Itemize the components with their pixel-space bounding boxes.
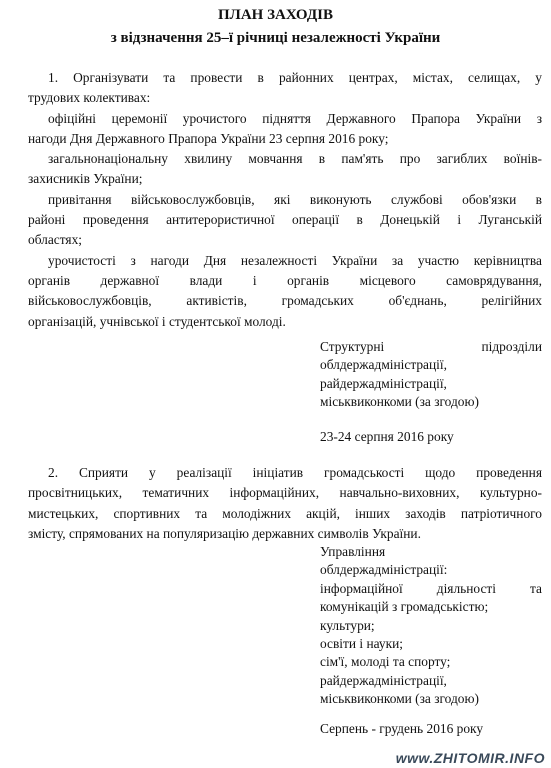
responsible-line: Управління — [320, 544, 386, 559]
item-1-line: трудових колективах: — [28, 90, 151, 106]
item-1-line: організацій, учнівської і студентської молоді. — [28, 313, 286, 329]
item-2-responsible — [320, 543, 542, 709]
responsible-line: освіти і науки; — [320, 636, 403, 652]
item-1-deadline: 23-24 серпня 2016 року — [320, 429, 454, 444]
document-title: ПЛАН ЗАХОДІВ — [218, 7, 333, 23]
responsible-line: облдержадміністрації, — [320, 357, 447, 373]
item-1-line: захисників України; — [28, 171, 143, 187]
responsible-line: комунікацій з громадськістю; — [320, 599, 489, 615]
item-2-deadline: Серпень - грудень 2016 року — [320, 721, 484, 736]
document-subtitle: з відзначення 25–ї річниці незалежності України — [110, 30, 441, 46]
responsible-line: сім'ї, молоді та спорту; — [320, 654, 451, 670]
item-1-line: нагоди Дня Державного Прапора України 23 серпня 2016 року; — [28, 130, 389, 146]
site-watermark: www.ZHITOMIR.INFO — [395, 750, 545, 766]
item-1-line: районі проведення антитерористичної операції в Донецькій і Луганській — [28, 212, 542, 228]
responsible-line: культури; — [320, 617, 375, 633]
responsible-line: Структурні підрозділи — [320, 339, 542, 354]
responsible-line: міськвиконкоми (за згодою) — [320, 394, 479, 410]
responsible-line: райдержадміністрації, — [320, 375, 447, 391]
item-1-line: військовослужбовців, активістів, громадських об'єднань, релігійних — [28, 293, 542, 309]
item-1-line: привітання військовослужбовців, які виконують службові обов'язки в — [48, 191, 542, 207]
responsible-line: облдержадміністрації: — [320, 562, 448, 578]
item-2-text — [28, 463, 542, 544]
item-1-line: офіційні церемонії урочистого підняття Державного Прапора України з — [48, 110, 542, 126]
item-2-line: 2. Сприяти у реалізації ініціатив громадськості щодо проведення — [48, 465, 542, 480]
responsible-line: інформаційної діяльності та — [320, 580, 542, 596]
item-1-line: органів державної влади і органів місцевого самоврядування, — [28, 272, 542, 288]
item-1-line: 1. Організувати та провести в районних центрах, містах, селищах, у — [48, 70, 542, 85]
item-1-line: загальнонаціональну хвилину мовчання в пам'ять про загиблих воїнів- — [48, 151, 542, 167]
item-1-text — [28, 68, 542, 332]
item-2-line: просвітницьких, тематичних інформаційних, навчально-виховних, культурно- — [28, 485, 542, 501]
item-2-line: змісту, спрямованих на популяризацію державних символів України. — [28, 525, 421, 541]
responsible-line: райдержадміністрації, — [320, 672, 447, 688]
responsible-line: міськвиконкоми (за згодою) — [320, 691, 479, 707]
item-1-line: областях; — [28, 232, 82, 248]
item-2-line: мистецьких, спортивних та молодіжних акцій, інших заходів патріотичного — [28, 505, 542, 521]
item-1-line: урочистості з нагоди Дня незалежності України за участю керівництва — [48, 252, 542, 268]
item-1-responsible — [320, 338, 542, 412]
